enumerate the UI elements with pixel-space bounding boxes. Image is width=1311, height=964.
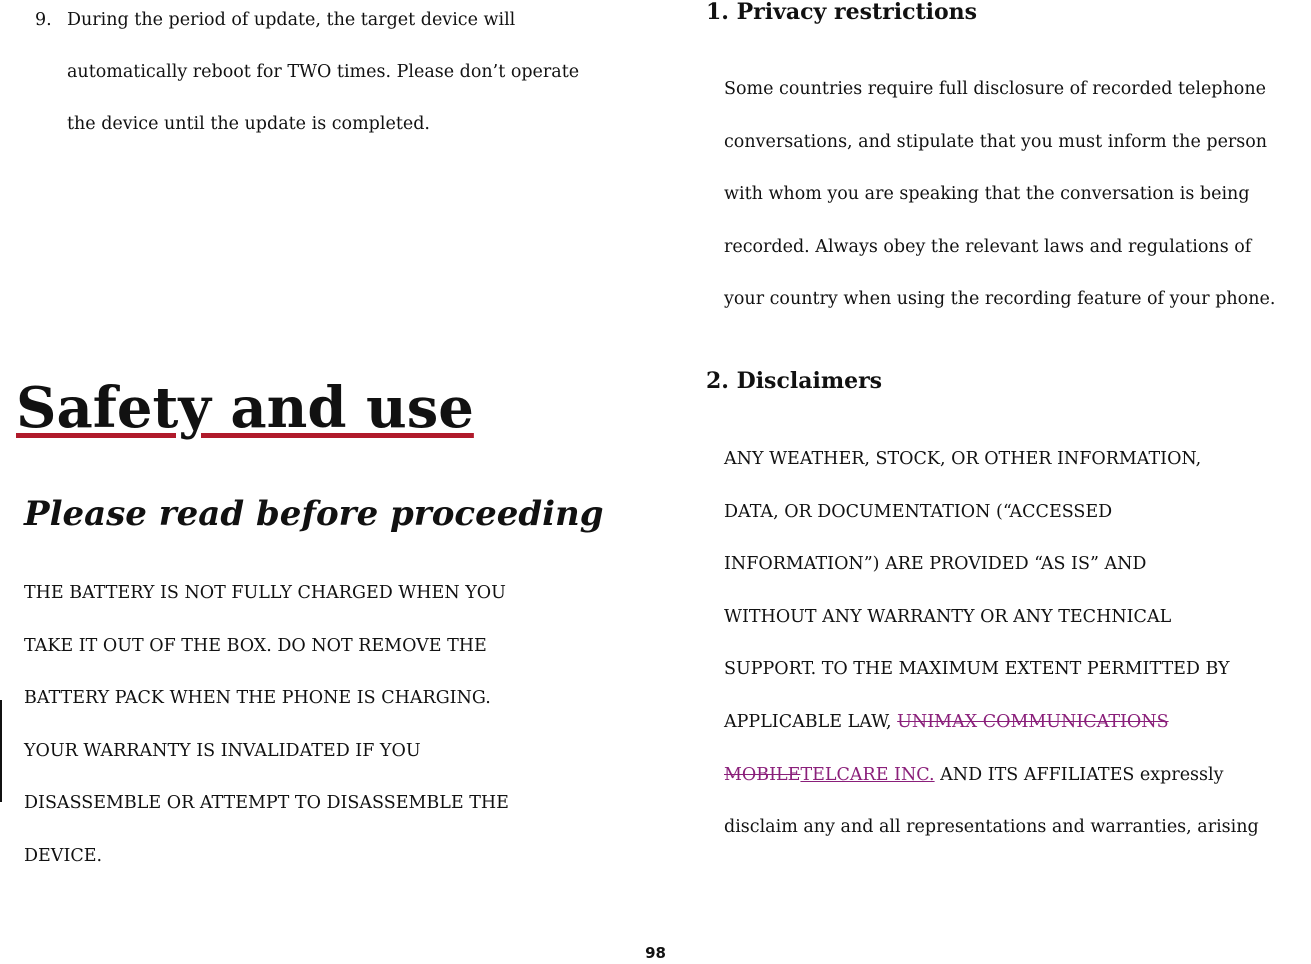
privacy-paragraph bbox=[724, 63, 1275, 326]
disclaimer-line bbox=[724, 749, 1259, 802]
list-item-line: automatically reboot for TWO times. Please don’t operate bbox=[67, 62, 580, 82]
privacy-line: conversations, and stipulate that you must inform the person bbox=[724, 131, 1268, 152]
privacy-line: with whom you are speaking that the conversation is being bbox=[724, 184, 1250, 205]
left-column bbox=[0, 0, 640, 964]
list-item-number: 9. bbox=[35, 10, 52, 30]
disclaimer-line: SUPPORT. TO THE MAXIMUM EXTENT PERMITTED BY bbox=[724, 659, 1230, 680]
deleted-text: MOBILE bbox=[724, 764, 801, 785]
disclaimer-line: INFORMATION”) ARE PROVIDED “AS IS” AND bbox=[724, 554, 1147, 575]
disclaimer-text: AND ITS AFFILIATES expressly bbox=[934, 764, 1224, 785]
disclaimer-line: disclaim any and all representations and warranties, arising bbox=[724, 817, 1259, 838]
privacy-line: recorded. Always obey the relevant laws and regulations of bbox=[724, 236, 1252, 257]
disclaimer-line: ANY WEATHER, STOCK, OR OTHER INFORMATION, bbox=[724, 449, 1202, 469]
warning-line: THE BATTERY IS NOT FULLY CHARGED WHEN YOU bbox=[24, 583, 506, 603]
disclaimer-line: WITHOUT ANY WARRANTY OR ANY TECHNICAL bbox=[724, 606, 1172, 627]
warning-line: BATTERY PACK WHEN THE PHONE IS CHARGING. bbox=[24, 688, 491, 709]
privacy-line: Some countries require full disclosure of recorded telephone bbox=[724, 79, 1266, 99]
revision-change-bar bbox=[0, 700, 2, 802]
inserted-text: TELCARE INC. bbox=[800, 764, 935, 785]
warning-line: DISASSEMBLE OR ATTEMPT TO DISASSEMBLE THE bbox=[24, 793, 509, 814]
right-column bbox=[640, 0, 1311, 964]
section-heading: Safety and use bbox=[16, 375, 474, 441]
list-item-line: During the period of update, the target device will bbox=[67, 10, 516, 30]
battery-warning bbox=[24, 567, 509, 883]
warning-line: DEVICE. bbox=[24, 845, 103, 866]
list-item-text bbox=[67, 0, 637, 150]
disclaimers-paragraph bbox=[724, 433, 1259, 854]
warning-line: TAKE IT OUT OF THE BOX. DO NOT REMOVE THE bbox=[24, 635, 487, 656]
page-number: 98 bbox=[645, 944, 666, 962]
section-subheading: Please read before proceeding bbox=[24, 494, 604, 534]
list-item-line: the device until the update is completed. bbox=[67, 114, 430, 134]
disclaimers-title: 2. Disclaimers bbox=[706, 368, 883, 394]
warning-line: YOUR WARRANTY IS INVALIDATED IF YOU bbox=[24, 740, 421, 761]
privacy-title: 1. Privacy restrictions bbox=[706, 0, 978, 25]
privacy-line: your country when using the recording feature of your phone. bbox=[724, 289, 1276, 310]
disclaimer-text: APPLICABLE LAW, bbox=[724, 711, 898, 732]
deleted-text: UNIMAX COMMUNICATIONS bbox=[897, 711, 1169, 732]
disclaimer-line bbox=[724, 696, 1259, 749]
disclaimer-line: DATA, OR DOCUMENTATION (“ACCESSED bbox=[724, 501, 1113, 522]
